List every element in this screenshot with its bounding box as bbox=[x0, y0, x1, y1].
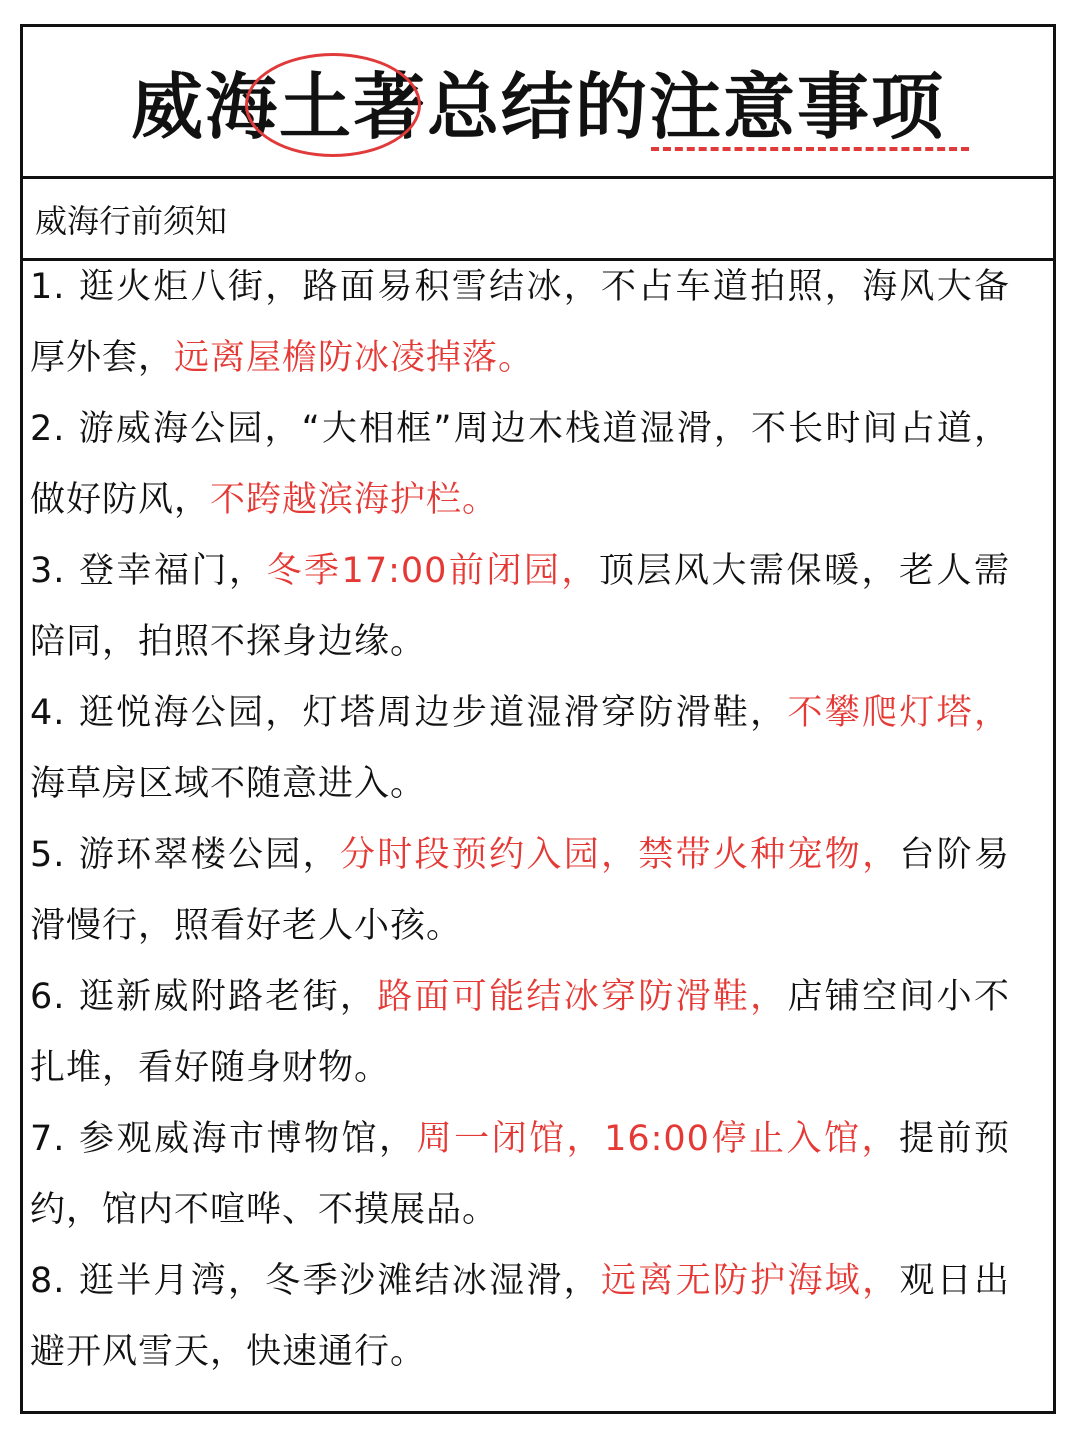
item-text: 5. 游环翠楼公园， bbox=[30, 835, 340, 875]
title-part-circled: 土著 bbox=[278, 65, 427, 149]
subtitle-row bbox=[23, 179, 1053, 261]
item-text: 顶层风大需保暖，老人需陪同，拍照不探身边缘。 bbox=[30, 551, 1010, 662]
title-part-1: 威海 bbox=[130, 65, 279, 149]
red-dashed-underline-annotation bbox=[651, 147, 969, 151]
item-highlight: 不跨越滨海护栏。 bbox=[210, 480, 499, 520]
item-text: 3. 登幸福门， bbox=[30, 551, 267, 591]
item-highlight: 不攀爬灯塔， bbox=[787, 693, 1010, 733]
item-text: 6. 逛新威附路老街， bbox=[30, 977, 378, 1017]
item-highlight: 路面可能结冰穿防滑鞋， bbox=[377, 977, 788, 1017]
item-highlight: 周一闭馆，16:00停止入馆， bbox=[416, 1119, 899, 1159]
section-subtitle: 威海行前须知 bbox=[35, 202, 228, 240]
item-text: 2. 游威海公园，“大相框”周边木栈道湿滑，不长时间占道，做好防风， bbox=[30, 409, 1010, 520]
tips-list bbox=[30, 252, 1010, 1388]
title-part-underlined: 注意事项 bbox=[649, 65, 946, 149]
title-row bbox=[23, 27, 1053, 179]
item-highlight: 分时段预约入园，禁带火种宠物， bbox=[339, 835, 900, 875]
item-text: 店铺空间小不扎堆，看好随身财物。 bbox=[30, 977, 1010, 1088]
item-highlight: 远离屋檐防冰凌掉落。 bbox=[174, 338, 535, 378]
title-part-3: 总结的 bbox=[427, 65, 650, 149]
list-item bbox=[30, 394, 1010, 536]
list-item bbox=[30, 252, 1010, 394]
item-text: 海草房区域不随意进入。 bbox=[30, 764, 427, 804]
item-highlight: 冬季17:00前闭园， bbox=[266, 551, 599, 591]
item-text: 台阶易滑慢行，照看好老人小孩。 bbox=[30, 835, 1010, 946]
item-text: 8. 逛半月湾，冬季沙滩结冰湿滑， bbox=[30, 1261, 601, 1301]
item-text: 观日出避开风雪天，快速通行。 bbox=[30, 1261, 1010, 1372]
page-title bbox=[23, 67, 1053, 147]
item-text: 提前预约，馆内不喧哗、不摸展品。 bbox=[30, 1119, 1010, 1230]
item-highlight: 远离无防护海域， bbox=[600, 1261, 900, 1301]
list-item bbox=[30, 962, 1010, 1104]
list-item bbox=[30, 678, 1010, 820]
item-text: 1. 逛火炬八街，路面易积雪结冰，不占车道拍照，海风大备厚外套， bbox=[30, 267, 1010, 378]
red-circle-annotation bbox=[245, 53, 421, 157]
item-text: 7. 参观威海市博物馆， bbox=[30, 1119, 417, 1159]
list-item bbox=[30, 536, 1010, 678]
item-text: 4. 逛悦海公园，灯塔周边步道湿滑穿防滑鞋， bbox=[30, 693, 788, 733]
list-item bbox=[30, 820, 1010, 962]
list-item bbox=[30, 1104, 1010, 1246]
list-item bbox=[30, 1246, 1010, 1388]
